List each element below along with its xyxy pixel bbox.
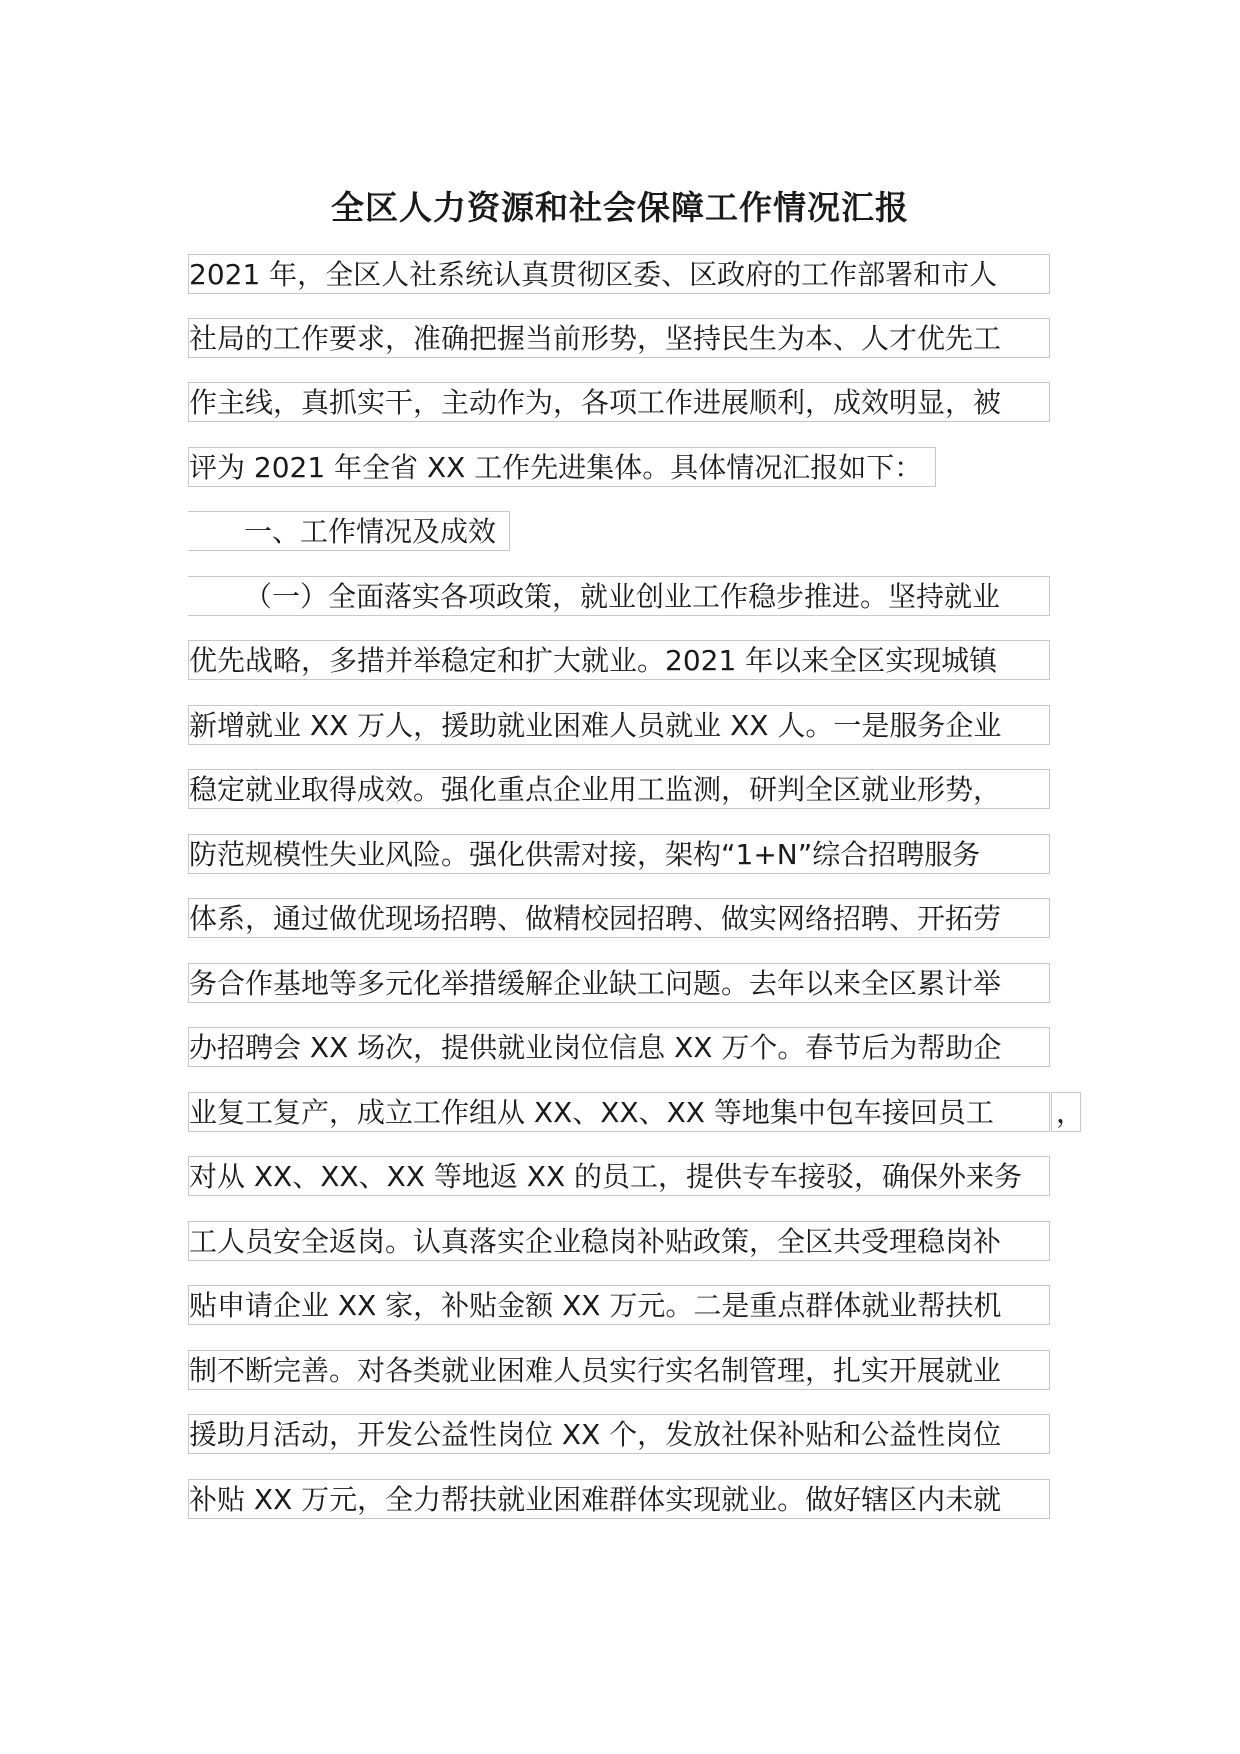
paragraph-line: 体系，通过做优现场招聘、做精校园招聘、做实网络招聘、开拓劳 <box>188 898 1050 938</box>
paragraph-line: 工人员安全返岗。认真落实企业稳岗补贴政策，全区共受理稳岗补 <box>188 1221 1050 1261</box>
paragraph-line: 对从 XX、XX、XX 等地返 XX 的员工，提供专车接驳，确保外来务 <box>188 1156 1050 1196</box>
section-heading <box>188 511 510 551</box>
paragraph-line: 补贴 XX 万元，全力帮扶就业困难群体实现就业。做好辖区内未就 <box>188 1479 1050 1519</box>
paragraph-line: 稳定就业取得成效。强化重点企业用工监测，研判全区就业形势， <box>188 769 1050 809</box>
paragraph-line: 制不断完善。对各类就业困难人员实行实名制管理，扎实开展就业 <box>188 1350 1050 1390</box>
paragraph-line: 贴申请企业 XX 家，补贴金额 XX 万元。二是重点群体就业帮扶机 <box>188 1285 1050 1325</box>
paragraph-line-text: （一）全面落实各项政策，就业创业工作稳步推进。坚持就业 <box>244 580 1001 613</box>
section-heading-text: 一、工作情况及成效 <box>244 515 497 548</box>
paragraph-line: 防范规模性失业风险。强化供需对接，架构“1+N”综合招聘服务 <box>188 834 1050 874</box>
paragraph-line: 务合作基地等多元化举措缓解企业缺工问题。去年以来全区累计举 <box>188 963 1050 1003</box>
paragraph-line: 优先战略，多措并举稳定和扩大就业。2021 年以来全区实现城镇 <box>188 640 1050 680</box>
paragraph-line: 2021 年，全区人社系统认真贯彻区委、区政府的工作部署和市人 <box>188 254 1050 294</box>
paragraph-line: 业复工复产，成立工作组从 XX、XX、XX 等地集中包车接回员工 <box>188 1092 1050 1132</box>
paragraph-line: 新增就业 XX 万人，援助就业困难人员就业 XX 人。一是服务企业 <box>188 705 1050 745</box>
line-tail-punctuation: ， <box>1051 1092 1081 1132</box>
paragraph-line: 社局的工作要求，准确把握当前形势，坚持民生为本、人才优先工 <box>188 318 1050 358</box>
document-title: 全区人力资源和社会保障工作情况汇报 <box>331 188 909 227</box>
paragraph-line: 办招聘会 XX 场次，提供就业岗位信息 XX 万个。春节后为帮助企 <box>188 1027 1050 1067</box>
paragraph-line: 援助月活动，开发公益性岗位 XX 个，发放社保补贴和公益性岗位 <box>188 1414 1050 1454</box>
paragraph-line: 作主线，真抓实干，主动作为，各项工作进展顺利，成效明显，被 <box>188 382 1050 422</box>
paragraph-line <box>188 576 1050 616</box>
paragraph-line: 评为 2021 年全省 XX 工作先进集体。具体情况汇报如下： <box>188 447 936 487</box>
